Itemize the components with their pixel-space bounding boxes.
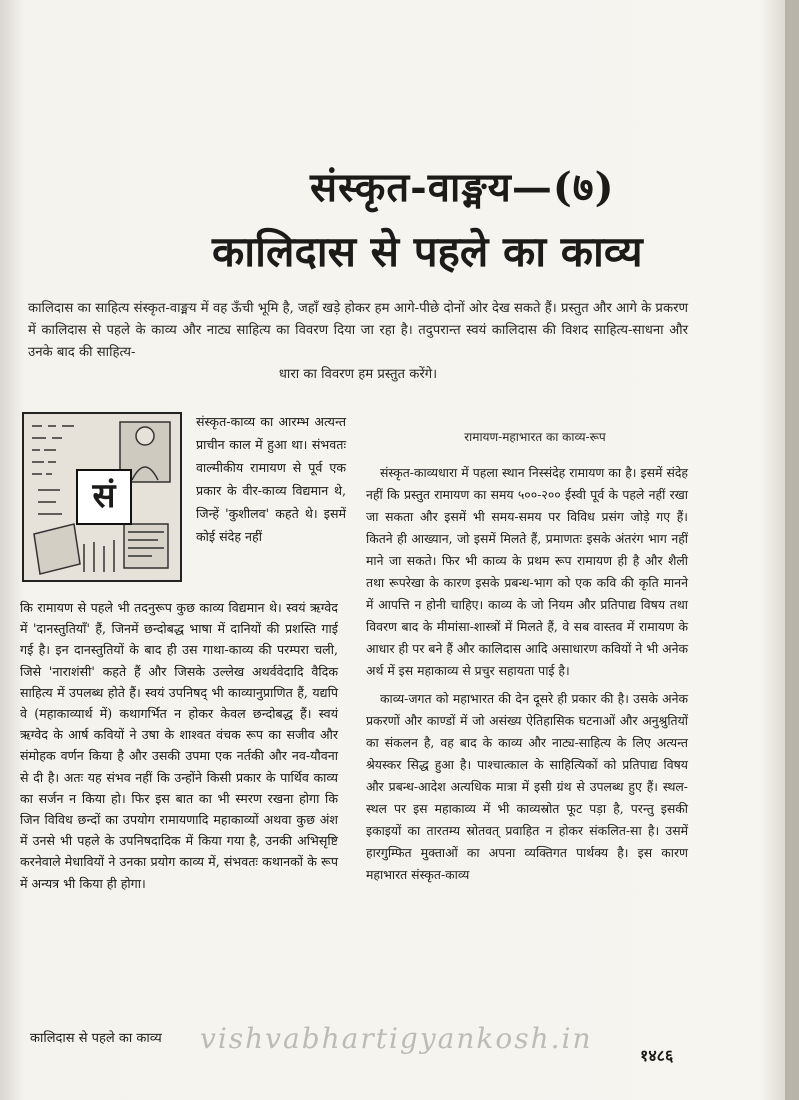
running-footer-title: कालिदास से पहले का काव्य: [30, 1031, 162, 1046]
page-number: १४८६: [640, 1046, 674, 1065]
section-heading: रामायण-महाभारत का काव्य-रूप: [464, 430, 606, 444]
right-column-paragraph-1: संस्कृत-काव्यधारा में पहला स्थान निस्संदेह रामायण का है। इसमें संदेह नहीं कि प्रस्तुत रामायण का समय ५००-२०० ईस्वी पूर्व के पहले नहीं रखा जा सकता और इसमें भी समय-समय पर विविध प्रसंग जोड़े गए हैं। कितने ही आख्यान, जो इसमें मिलते हैं, प्रमाणतः इसके अंतरंग भाग नहीं माने जा सकते। फिर भी काव्य के प्रथम रूप रामायण ही है और शैली तथा रूपरेखा के कारण इसके प्रबन्ध-भाग को एक कवि की कृति मानने में आपत्ति न होनी चाहिए। काव्य के जो नियम और प्रतिपाद्य विषय तथा विवरण बाद के मीमांसा-शास्त्रों में मिलते हैं, वे सब वास्तव में रामायण के आधार ही पर बने हैं और कालिदास आदि असाधारण कवियों ने भी अनेक अर्थ में इस महाकाव्य से प्रचुर सहायता पाई है।: [366, 465, 688, 678]
chapter-title: कालिदास से पहले का काव्य: [212, 227, 643, 276]
right-column-paragraph-2: काव्य-जगत को महाभारत की देन दूसरे ही प्रकार की है। उसके अनेक प्रकरणों और काण्डों में जो असंख्य ऐतिहासिक घटनाओं और अनुश्रुतियों का संकलन है, वह बाद के काव्य और नाट्य-साहित्य के लिए अत्यन्त श्रेयस्कर सिद्ध हुआ है। पाश्चात्काल के साहित्यिकों को प्रतिपाद्य विषय और प्रबन्ध-आदेश अत्यधिक मात्रा में इसी ग्रंथ से उपलब्ध हुए हैं। स्थल-स्थल पर इस महाकाव्य में भी काव्यस्रोत फूट पड़ा है, परन्तु इसकी इकाइयों का तारतम्य स्रोतवत् प्रवाहित न होकर संकलित-सा है। उसमें हारगुम्फित मुक्ताओं का अपना व्यक्तिगत पार्थक्य है। इस कारण महाभारत संस्कृत-काव्य: [366, 691, 688, 882]
intro-text: कालिदास का साहित्य संस्कृत-वाङ्मय में वह ऊँची भूमि है, जहाँ खड़े होकर हम आगे-पीछे दोनों ओर देख सकते हैं। प्रस्तुत और आगे के प्रकरण में कालिदास से पहले के काव्य और नाट्य साहित्य का विवरण दिया जा रहा है। तदुपरान्त स्वयं कालिदास की विशद साहित्य-साधना और उनके बाद की साहित्य-: [28, 301, 688, 360]
watermark-text: vishvabhartigyankosh.in: [200, 1022, 593, 1055]
page-binding-edge: [785, 0, 799, 1100]
series-title: संस्कृत-वाङ्मय—(७): [310, 164, 615, 211]
intro-text-last-line: धारा का विवरण हम प्रस्तुत करेंगे।: [278, 367, 438, 382]
left-column-body: [20, 597, 338, 894]
left-column-paragraph: कि रामायण से पहले भी तदनुरूप कुछ काव्य विद्यमान थे। स्वयं ऋग्वेद में 'दानस्तुतियाँ' हैं, जिनमें छन्दोबद्ध भाषा में दानियों की प्रशस्ति गाई गई है। इन दानस्तुतियों के बाद ही उस गाथा-काव्य की परम्परा चली, जिसे 'नाराशंसी' कहते हैं और जिसके उल्लेख अथर्ववेदादि वैदिक साहित्य में उपलब्ध होते हैं। स्वयं उपनिषद् भी काव्यानुप्राणित हैं, यद्यपि वे (महाकाव्यार्थ में) कथागर्भित न होकर केवल छन्दोबद्ध हैं। स्वयं ऋग्वेद के आर्ष कवियों ने उषा के शाश्वत वंचक रूप का सजीव और संमोहक वर्णन किया है और उसकी उपमा एक नर्तकी और नव-यौवना से दी है। अतः यह संभव नहीं कि उन्होंने किसी प्रकार के पार्थिव काव्य का सर्जन न किया हो। फिर इस बात का भी स्मरण रखना होगा कि जिन विविध छन्दों का उपयोग रामायणादि महाकाव्यों अथवा कुछ अंश में उनसे भी पहले के उपनिषदादिक में किया गया है, उनकी अभिसृष्टि करनेवाले मेधावियों ने उनका प्रयोग काव्य में, संभवतः कथानकों के रूप में अन्यत्र भी किया ही होगा।: [20, 600, 338, 891]
illuminated-initial: सं: [76, 469, 132, 525]
intro-paragraph: [28, 298, 688, 386]
decorative-illustration-icon: [22, 412, 182, 582]
right-column-body: [366, 462, 688, 892]
left-column-top-text: संस्कृत-काव्य का आरम्भ अत्यन्त प्राचीन काल में हुआ था। संभवतः वाल्मीकीय रामायण से पूर्व एक प्रकार के वीर-काव्य विद्यमान थे, जिन्हें 'कुशीलव' कहते थे। इसमें कोई संदेह नहीं: [196, 414, 346, 544]
